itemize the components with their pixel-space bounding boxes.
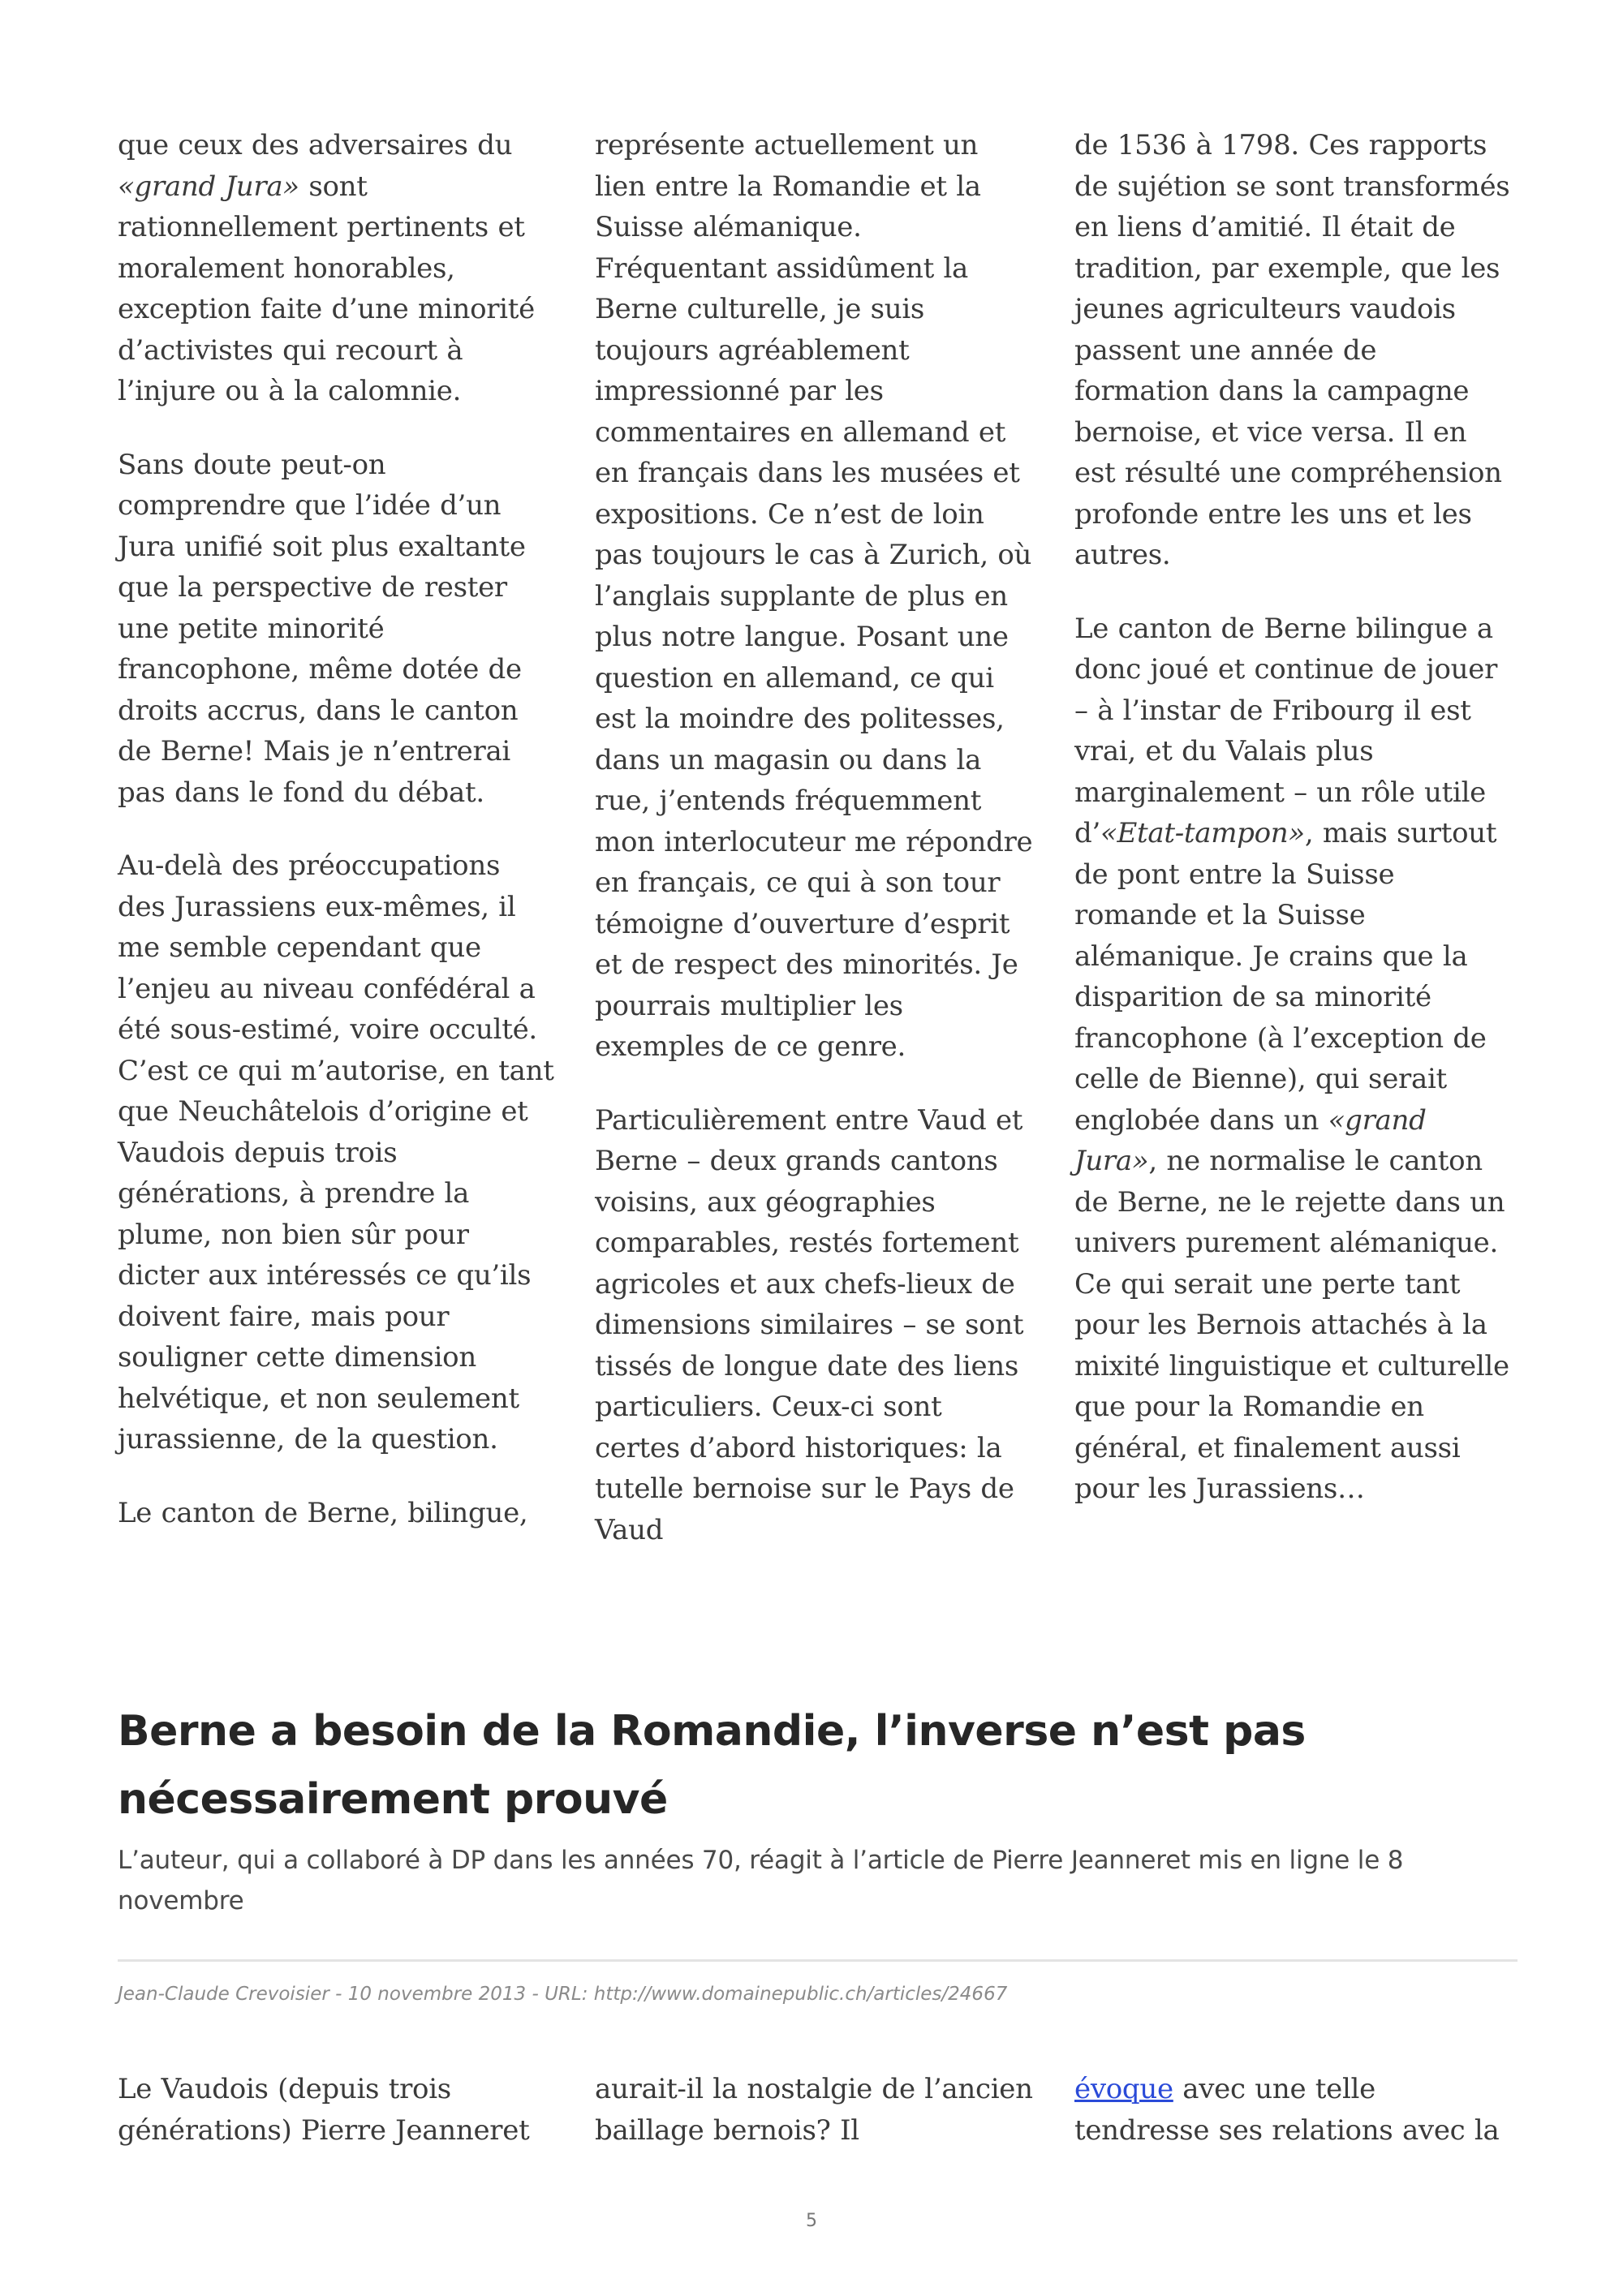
paragraph bbox=[118, 125, 556, 412]
column-3 bbox=[1074, 125, 1517, 1510]
article-column-1 bbox=[118, 2069, 556, 2151]
paragraph: Le Vaudois (depuis trois générations) Pierre Jeanneret bbox=[118, 2073, 530, 2147]
text: , ne normalise le canton de Berne, ne le rejette dans un univers purement alémanique. Ce qui serait une perte tant pour les Bernois attachés à la mixité linguistique et culturelle que pour la Romandie en général, et finalement aussi pour les Jurassiens… bbox=[1074, 1145, 1509, 1505]
italic-quote: «grand Jura» bbox=[118, 170, 299, 203]
article-lead: L’auteur, qui a collaboré à DP dans les années 70, réagit à l’article de Pierre Jeanneret mis en ligne le 8 novembre bbox=[118, 1846, 1404, 1915]
text: , mais surtout de pont entre la Suisse romande et la Suisse alémanique. Je crains que la disparition de sa minorité francophone (à l’exception de celle de Bienne), qui serait englobée dans un bbox=[1074, 817, 1497, 1137]
text: avec une telle tendresse ses relations avec la bbox=[1074, 2073, 1500, 2147]
article-column-2 bbox=[595, 2069, 1033, 2151]
paragraph: Particulièrement entre Vaud et Berne – deux grands cantons voisins, aux géographies comparables, restés fortement agricoles et aux chefs-lieux de dimensions similaires – se sont tissés de longue date des liens particuliers. Ceux-ci sont certes d’abord historiques: la tutelle bernoise sur le Pays de Vaud bbox=[595, 1103, 1024, 1546]
paragraph: Au-delà des préoccupations des Jurassiens eux-mêmes, il me semble cependant que l’enjeu au niveau confédéral a été sous-estimé, voire occulté. C’est ce qui m’autorise, en tant que Neuchâtelois d’origine et Vaudois depuis trois générations, à prendre la plume, non bien sûr pour dicter aux intéressés ce qu’ils doivent faire, mais pour souligner cette dimension helvétique, et non seulement jurassienne, de la question. bbox=[118, 849, 554, 1455]
page-number: 5 bbox=[806, 2211, 817, 2231]
italic-quote: «grand Jura» bbox=[1074, 1103, 1427, 1177]
paragraph: représente actuellement un lien entre la Romandie et la Suisse alémanique. Fréquentant assidûment la Berne culturelle, je suis toujours agréablement impressionné par les commentaires en allemand et en français dans les musées et expositions. Ce n’est de loin pas toujours le cas à Zurich, où l’anglais supplante de plus en plus notre langue. Posant une question en allemand, ce qui est la moindre des politesses, dans un magasin ou dans la rue, j’entends fréquemment mon interlocuteur me répondre en français, ce qui à son tour témoigne d’ouverture d’esprit et de respect des minorités. Je pourrais multiplier les exemples de ce genre. bbox=[595, 129, 1033, 1063]
divider bbox=[118, 1959, 1518, 1962]
paragraph bbox=[1074, 2069, 1517, 2151]
paragraph: Le canton de Berne, bilingue, bbox=[118, 1496, 528, 1529]
article-byline: Jean-Claude Crevoisier - 10 novembre 2013 - URL: http://www.domainepublic.ch/articles/24667 bbox=[118, 1984, 1008, 2005]
text: Le canton de Berne bilingue a donc joué et continue de jouer – à l’instar de Fribourg il est vrai, et du Valais plus marginalement – un rôle utile d’ bbox=[1074, 612, 1498, 849]
column-2 bbox=[595, 125, 1033, 1550]
paragraph: Sans doute peut-on comprendre que l’idée d’un Jura unifié soit plus exaltante que la perspective de rester une petite minorité francophone, même dotée de droits accrus, dans le canton de Berne! Mais je n’entrerai pas dans le fond du débat. bbox=[118, 448, 526, 809]
text: sont rationnellement pertinents et moralement honorables, exception faite d’une minorité d’activistes qui recourt à l’injure ou à la calomnie. bbox=[118, 170, 535, 407]
evoque-link[interactable]: évoque bbox=[1074, 2073, 1173, 2105]
italic-quote: «Etat-tampon» bbox=[1100, 817, 1305, 849]
paragraph: aurait-il la nostalgie de l’ancien baillage bernois? Il bbox=[595, 2073, 1033, 2147]
paragraph bbox=[1074, 608, 1517, 1510]
column-1 bbox=[118, 125, 556, 1533]
paragraph: de 1536 à 1798. Ces rapports de sujétion se sont transformés en liens d’amitié. Il était de tradition, par exemple, que les jeunes agriculteurs vaudois passent une année de formation dans la campagne bernoise, et vice versa. Il en est résulté une compréhension profonde entre les uns et les autres. bbox=[1074, 129, 1510, 571]
text: que ceux des adversaires du bbox=[118, 129, 513, 161]
article-column-3 bbox=[1074, 2069, 1517, 2151]
article-title: Berne a besoin de la Romandie, l’inverse n’est pas nécessairement prouvé bbox=[118, 1707, 1306, 1824]
